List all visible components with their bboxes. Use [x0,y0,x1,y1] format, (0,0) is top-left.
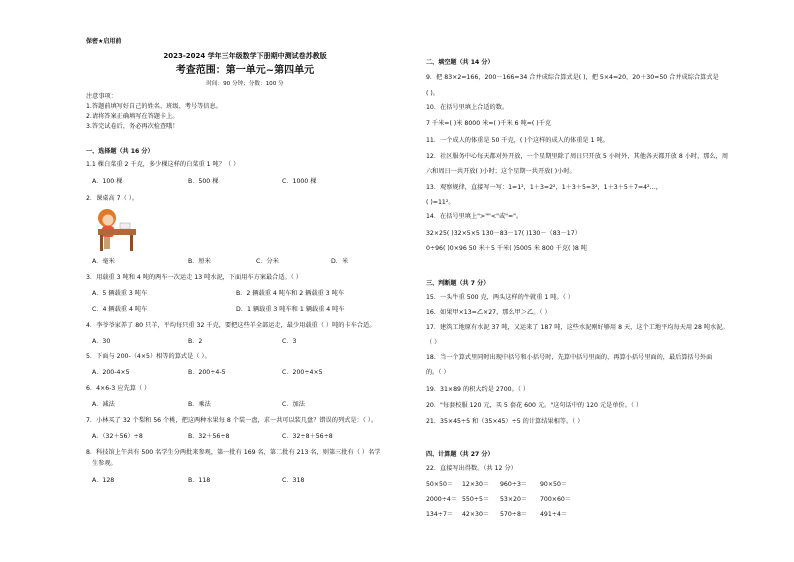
option-c: C．4 辆载重 4 吨车 [92,306,148,313]
judge-line: 18．当一个算式里同时出现中括号和小括号时，先算中括号里面的，再算小括号里面的，最后算括号外面 [426,354,713,361]
option-a: A．（32＋56）÷8 [92,433,143,440]
option-b: B．118 [188,477,211,484]
option-d: D．米 [331,258,349,265]
calc-item: 491÷4＝ [540,511,568,518]
option-c: C．200÷4×5 [282,369,323,376]
exam-time-score: 时间：90 分钟；分数：100 分 [206,81,284,87]
judge-line: 20．"每套校服 120 元，买 5 套花 600 元。"这句话中的 120 元是单价。（ ） [426,402,643,409]
judge-line: 19．31×89 的积大约是 2700。（ ） [426,386,530,393]
calc-item: 2000÷4＝ [426,496,458,503]
notes-title: 注意事项： [86,93,117,100]
exam-header-title: 2023-2024 学年三年级数学下册期中测试卷苏教版 [163,52,327,60]
fill-line: 0÷96( )0×96 50 米＋5 千米( )5005 米 800 千克( )8 吨 [426,245,587,252]
option-b: B．厘米 [188,258,211,265]
question-2: 2．课桌高 7（ ）。 [86,195,139,202]
left-column [86,0,404,562]
calc-item: 42×30＝ [462,511,490,518]
exam-scope-title: 考查范围：第一单元~第四单元 [175,65,315,76]
judge-line: 15．一头牛重 500 克，两头这样的牛就重 1 吨。（ ） [426,294,574,301]
fill-line: 11．一个成人的体重是 50 千克，( )个这样的成人的体重是 1 吨。 [426,137,609,144]
note-line: 3.答完试卷后，务必再次检查哦！ [86,123,179,130]
option-a: A．毫米 [92,258,115,265]
fill-line: ( )=11²。 [426,199,455,206]
calc-item: 700×60＝ [540,496,572,503]
option-a: A．100 棵 [92,178,123,185]
question-4: 4．李爷爷家养了 80 只羊，平均每只重 32 千克，要把这些羊全部运走，最少用载重（ ）吨的卡车合适。 [86,322,376,329]
option-a: A．30 [92,338,111,345]
option-a: A．减法 [92,401,115,408]
calc-item: 50×50＝ [426,481,454,488]
option-c: C．分米 [256,258,279,265]
right-column [426,0,738,562]
student-at-desk-illustration [90,207,138,253]
judge-line: 16．如果甲×13=乙×27，那么甲＞乙。（ ） [426,309,551,316]
fill-line: 六和周日一共开放( )小时；这个星期一共开放( )小时。 [426,168,576,175]
option-a: A．200-4×5 [92,369,130,376]
confidential-label: 保密★启用前 [86,38,122,45]
question-6: 6．4×6-3 应先算（ ） [86,385,151,392]
option-b: B．2 [188,338,203,345]
calc-item: 960÷3＝ [500,481,528,488]
section-fill-in: 二、填空题（共 14 分） [426,59,494,66]
fill-line: 10．在括号里填上合适的数。 [426,104,509,111]
judge-line: 21．35×45÷5 和（35×45）÷5 的计算结果相等。（ ） [426,418,584,425]
fill-line: ( )。 [426,90,439,97]
fill-line: 13．观察规律，直接写一写：1=1²，1＋3=2²，1＋3＋5=3²，1＋3＋5＋7=4²…， [426,184,662,191]
calc-item: 550÷5＝ [462,496,490,503]
option-b: B．500 棵 [188,178,219,185]
option-d: D．1 辆载重 3 吨车和 1 辆载重 4 吨车 [236,306,345,313]
judge-line: 17．建筑工地原有水泥 37 吨，又运来了 187 吨，这些水泥刚好够用 8 天，这个工地平均每天用 28 吨水泥。 [426,324,729,331]
option-c: C．3 [282,338,297,345]
judge-line: 的。（ ） [426,369,450,376]
calc-question-title: 22．直接写出得数。（共 12 分） [426,465,517,472]
note-line: 2.请将答案正确填写在答题卡上。 [86,113,179,120]
option-b: B．乘法 [188,401,211,408]
option-c: C．加法 [282,401,305,408]
question-7: 7．小林买了 32 个梨和 56 个桃，把这两种水果每 8 个装一盘，求一共可以装几盘？错误的列式是：（ ）。 [86,417,378,424]
fill-line: 7 千米=( )米 8000 米=( )千米 6 吨=( )千克 [426,120,552,127]
question-8: 8．科技馆上午共有 500 名学生分两批来参观，第一批有 169 名，第二批有 213 名，则第三批有（ ）名学 [86,449,381,456]
fill-line: 9．把 83×2=166，200－166=34 合并成综合算式是( )，把 5×4=20，20＋30=50 合并成综合算式是 [426,74,719,81]
calc-item: 12×30＝ [462,481,490,488]
section-true-false: 三、判断题（共 7 分） [426,280,490,287]
fill-line: 14．在括号里填上">""<"或"="。 [426,213,523,220]
calc-item: 90×50＝ [540,481,568,488]
option-c: C．32÷8＋56÷8 [282,433,333,440]
calc-item: 570÷8＝ [500,511,528,518]
option-c: C．318 [282,477,305,484]
section-calculation: 四、计算题（共 27 分） [426,451,494,458]
option-c: C．1000 棵 [282,178,317,185]
question-5: 5．下面与 200-（4×5）相等的算式是（ ）。 [86,353,211,360]
option-a: A．128 [92,477,115,484]
option-b: B．32＋56÷8 [188,433,230,440]
fill-line: 12．社区服务中心每天都对外开放，一个星期里除了周日只开放 5 小时外，其他各天都开放 8 小时，那么，周 [426,153,729,160]
calc-item: 53×20＝ [500,496,528,503]
option-b: B．2 辆载重 4 吨车和 2 辆载重 3 吨车 [236,290,345,297]
question-3: 3．用载重 3 吨和 4 吨的两车一次运走 13 吨水泥，下面用车方案最合适。（ ） [86,274,302,281]
option-b: B．200÷4-5 [188,369,226,376]
option-a: A．5 辆载重 3 吨车 [92,290,148,297]
judge-line: （ ） [426,339,441,346]
calc-item: 134÷7＝ [426,511,454,518]
question-8-continued: 生参观。 [92,460,117,467]
fill-line: 32×25( )32×5×5 130－83－17( )130－（83－17） [426,230,581,237]
note-line: 1.答题前填写好自己的姓名、班级、考号等信息。 [86,103,222,110]
section-multiple-choice: 一、选择题（共 16 分） [86,148,154,155]
question-1: 1.1 棵白菜重 2 千克，多少棵这样的白菜重 1 吨？（ ） [86,161,240,168]
